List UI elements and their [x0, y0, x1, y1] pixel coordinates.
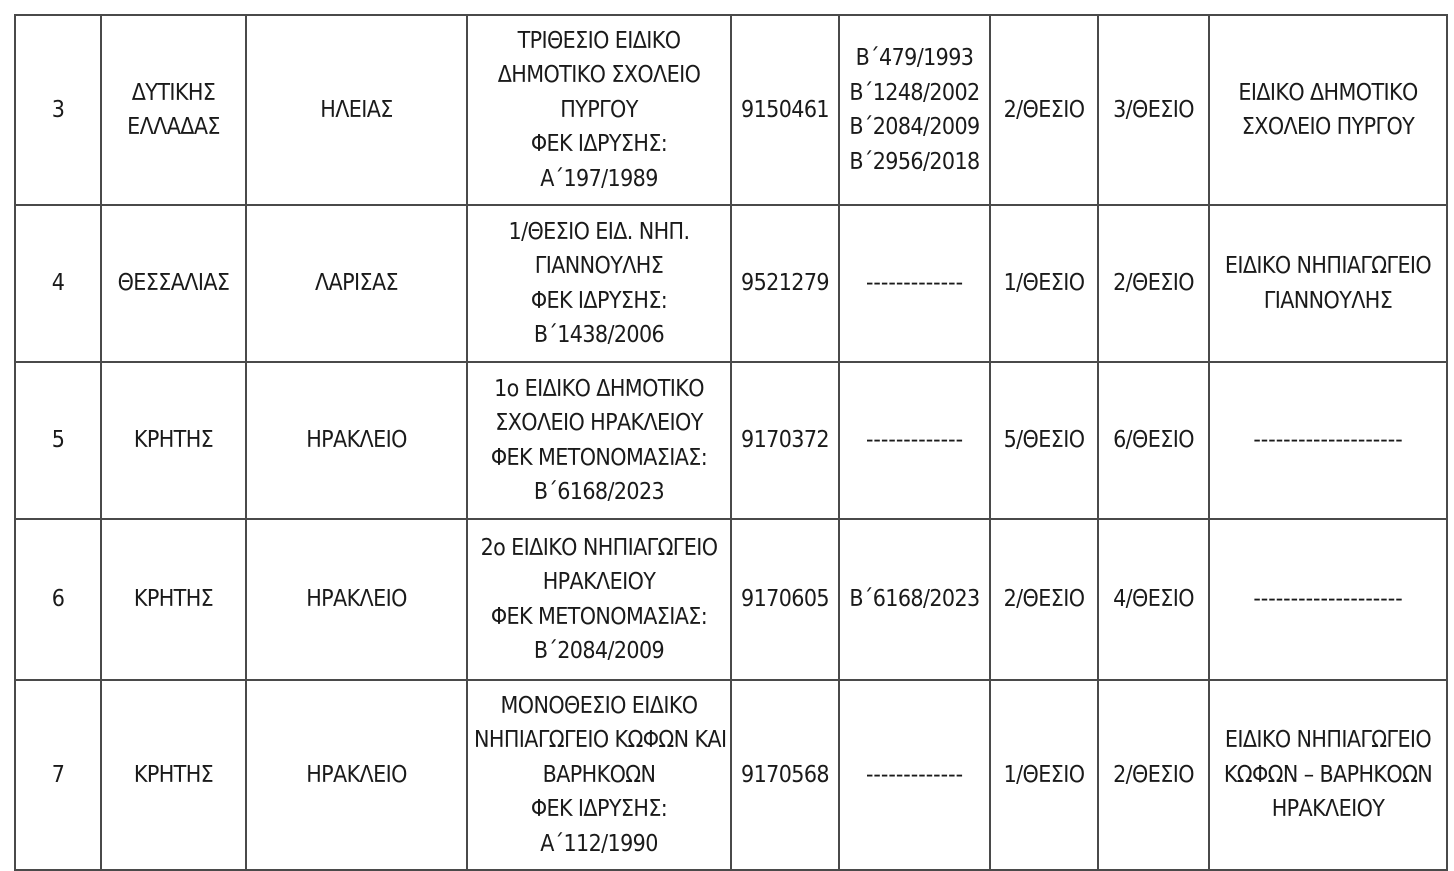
prefecture-cell: ΗΡΑΚΛΕΙΟ — [246, 519, 467, 680]
row-number: 4 — [15, 205, 101, 362]
region-cell: ΘΕΣΣΑΛΙΑΣ — [101, 205, 246, 362]
school-cell: ΤΡΙΘΕΣΙΟ ΕΙΔΙΚΟ ΔΗΜΟΤΙΚΟ ΣΧΟΛΕΙΟ ΠΥΡΓΟΥ ΦΕΚ ΙΔΡΥΣΗΣ: Α΄197/1989 — [467, 15, 731, 205]
to-type-cell: 4/ΘΕΣΙΟ — [1098, 519, 1209, 680]
to-type-cell: 2/ΘΕΣΙΟ — [1098, 205, 1209, 362]
row-number: 3 — [15, 15, 101, 205]
fek-cell: ------------- — [839, 205, 990, 362]
school-cell: 1ο ΕΙΔΙΚΟ ΔΗΜΟΤΙΚΟ ΣΧΟΛΕΙΟ ΗΡΑΚΛΕΙΟΥ ΦΕΚ ΜΕΤΟΝΟΜΑΣΙΑΣ: Β΄6168/2023 — [467, 362, 731, 519]
school-code-cell: 9170372 — [731, 362, 839, 519]
table-row — [15, 362, 1447, 519]
table-row — [15, 680, 1447, 870]
from-type-cell: 2/ΘΕΣΙΟ — [990, 15, 1098, 205]
prefecture-cell: ΗΡΑΚΛΕΙΟ — [246, 680, 467, 870]
new-name-cell: -------------------- — [1209, 362, 1447, 519]
fek-cell: ------------- — [839, 362, 990, 519]
prefecture-cell: ΗΛΕΙΑΣ — [246, 15, 467, 205]
fek-cell: ------------- — [839, 680, 990, 870]
to-type-cell: 2/ΘΕΣΙΟ — [1098, 680, 1209, 870]
school-code-cell: 9150461 — [731, 15, 839, 205]
row-number: 7 — [15, 680, 101, 870]
row-number: 6 — [15, 519, 101, 680]
region-cell: ΚΡΗΤΗΣ — [101, 680, 246, 870]
new-name-cell: ΕΙΔΙΚΟ ΔΗΜΟΤΙΚΟ ΣΧΟΛΕΙΟ ΠΥΡΓΟΥ — [1209, 15, 1447, 205]
from-type-cell: 2/ΘΕΣΙΟ — [990, 519, 1098, 680]
school-code-cell: 9170568 — [731, 680, 839, 870]
to-type-cell: 3/ΘΕΣΙΟ — [1098, 15, 1209, 205]
school-code-cell: 9521279 — [731, 205, 839, 362]
prefecture-cell: ΗΡΑΚΛΕΙΟ — [246, 362, 467, 519]
school-cell: ΜΟΝΟΘΕΣΙΟ ΕΙΔΙΚΟ ΝΗΠΙΑΓΩΓΕΙΟ ΚΩΦΩΝ ΚΑΙ ΒΑΡΗΚΟΩΝ ΦΕΚ ΙΔΡΥΣΗΣ: Α΄112/1990 — [467, 680, 731, 870]
region-cell: ΚΡΗΤΗΣ — [101, 519, 246, 680]
schools-table — [14, 14, 1448, 871]
school-cell: 1/ΘΕΣΙΟ ΕΙΔ. ΝΗΠ. ΓΙΑΝΝΟΥΛΗΣ ΦΕΚ ΙΔΡΥΣΗΣ: Β΄1438/2006 — [467, 205, 731, 362]
table-row — [15, 15, 1447, 205]
new-name-cell: ΕΙΔΙΚΟ ΝΗΠΙΑΓΩΓΕΙΟ ΓΙΑΝΝΟΥΛΗΣ — [1209, 205, 1447, 362]
region-cell: ΔΥΤΙΚΗΣ ΕΛΛΑΔΑΣ — [101, 15, 246, 205]
from-type-cell: 5/ΘΕΣΙΟ — [990, 362, 1098, 519]
table-row — [15, 205, 1447, 362]
new-name-cell: -------------------- — [1209, 519, 1447, 680]
from-type-cell: 1/ΘΕΣΙΟ — [990, 205, 1098, 362]
region-cell: ΚΡΗΤΗΣ — [101, 362, 246, 519]
school-code-cell: 9170605 — [731, 519, 839, 680]
prefecture-cell: ΛΑΡΙΣΑΣ — [246, 205, 467, 362]
fek-cell: Β΄6168/2023 — [839, 519, 990, 680]
table-row — [15, 519, 1447, 680]
fek-cell: Β΄479/1993 Β΄1248/2002 Β΄2084/2009 Β΄2956/2018 — [839, 15, 990, 205]
school-cell: 2ο ΕΙΔΙΚΟ ΝΗΠΙΑΓΩΓΕΙΟ ΗΡΑΚΛΕΙΟΥ ΦΕΚ ΜΕΤΟΝΟΜΑΣΙΑΣ: Β΄2084/2009 — [467, 519, 731, 680]
from-type-cell: 1/ΘΕΣΙΟ — [990, 680, 1098, 870]
to-type-cell: 6/ΘΕΣΙΟ — [1098, 362, 1209, 519]
row-number: 5 — [15, 362, 101, 519]
new-name-cell: ΕΙΔΙΚΟ ΝΗΠΙΑΓΩΓΕΙΟ ΚΩΦΩΝ – ΒΑΡΗΚΟΩΝ ΗΡΑΚΛΕΙΟΥ — [1209, 680, 1447, 870]
